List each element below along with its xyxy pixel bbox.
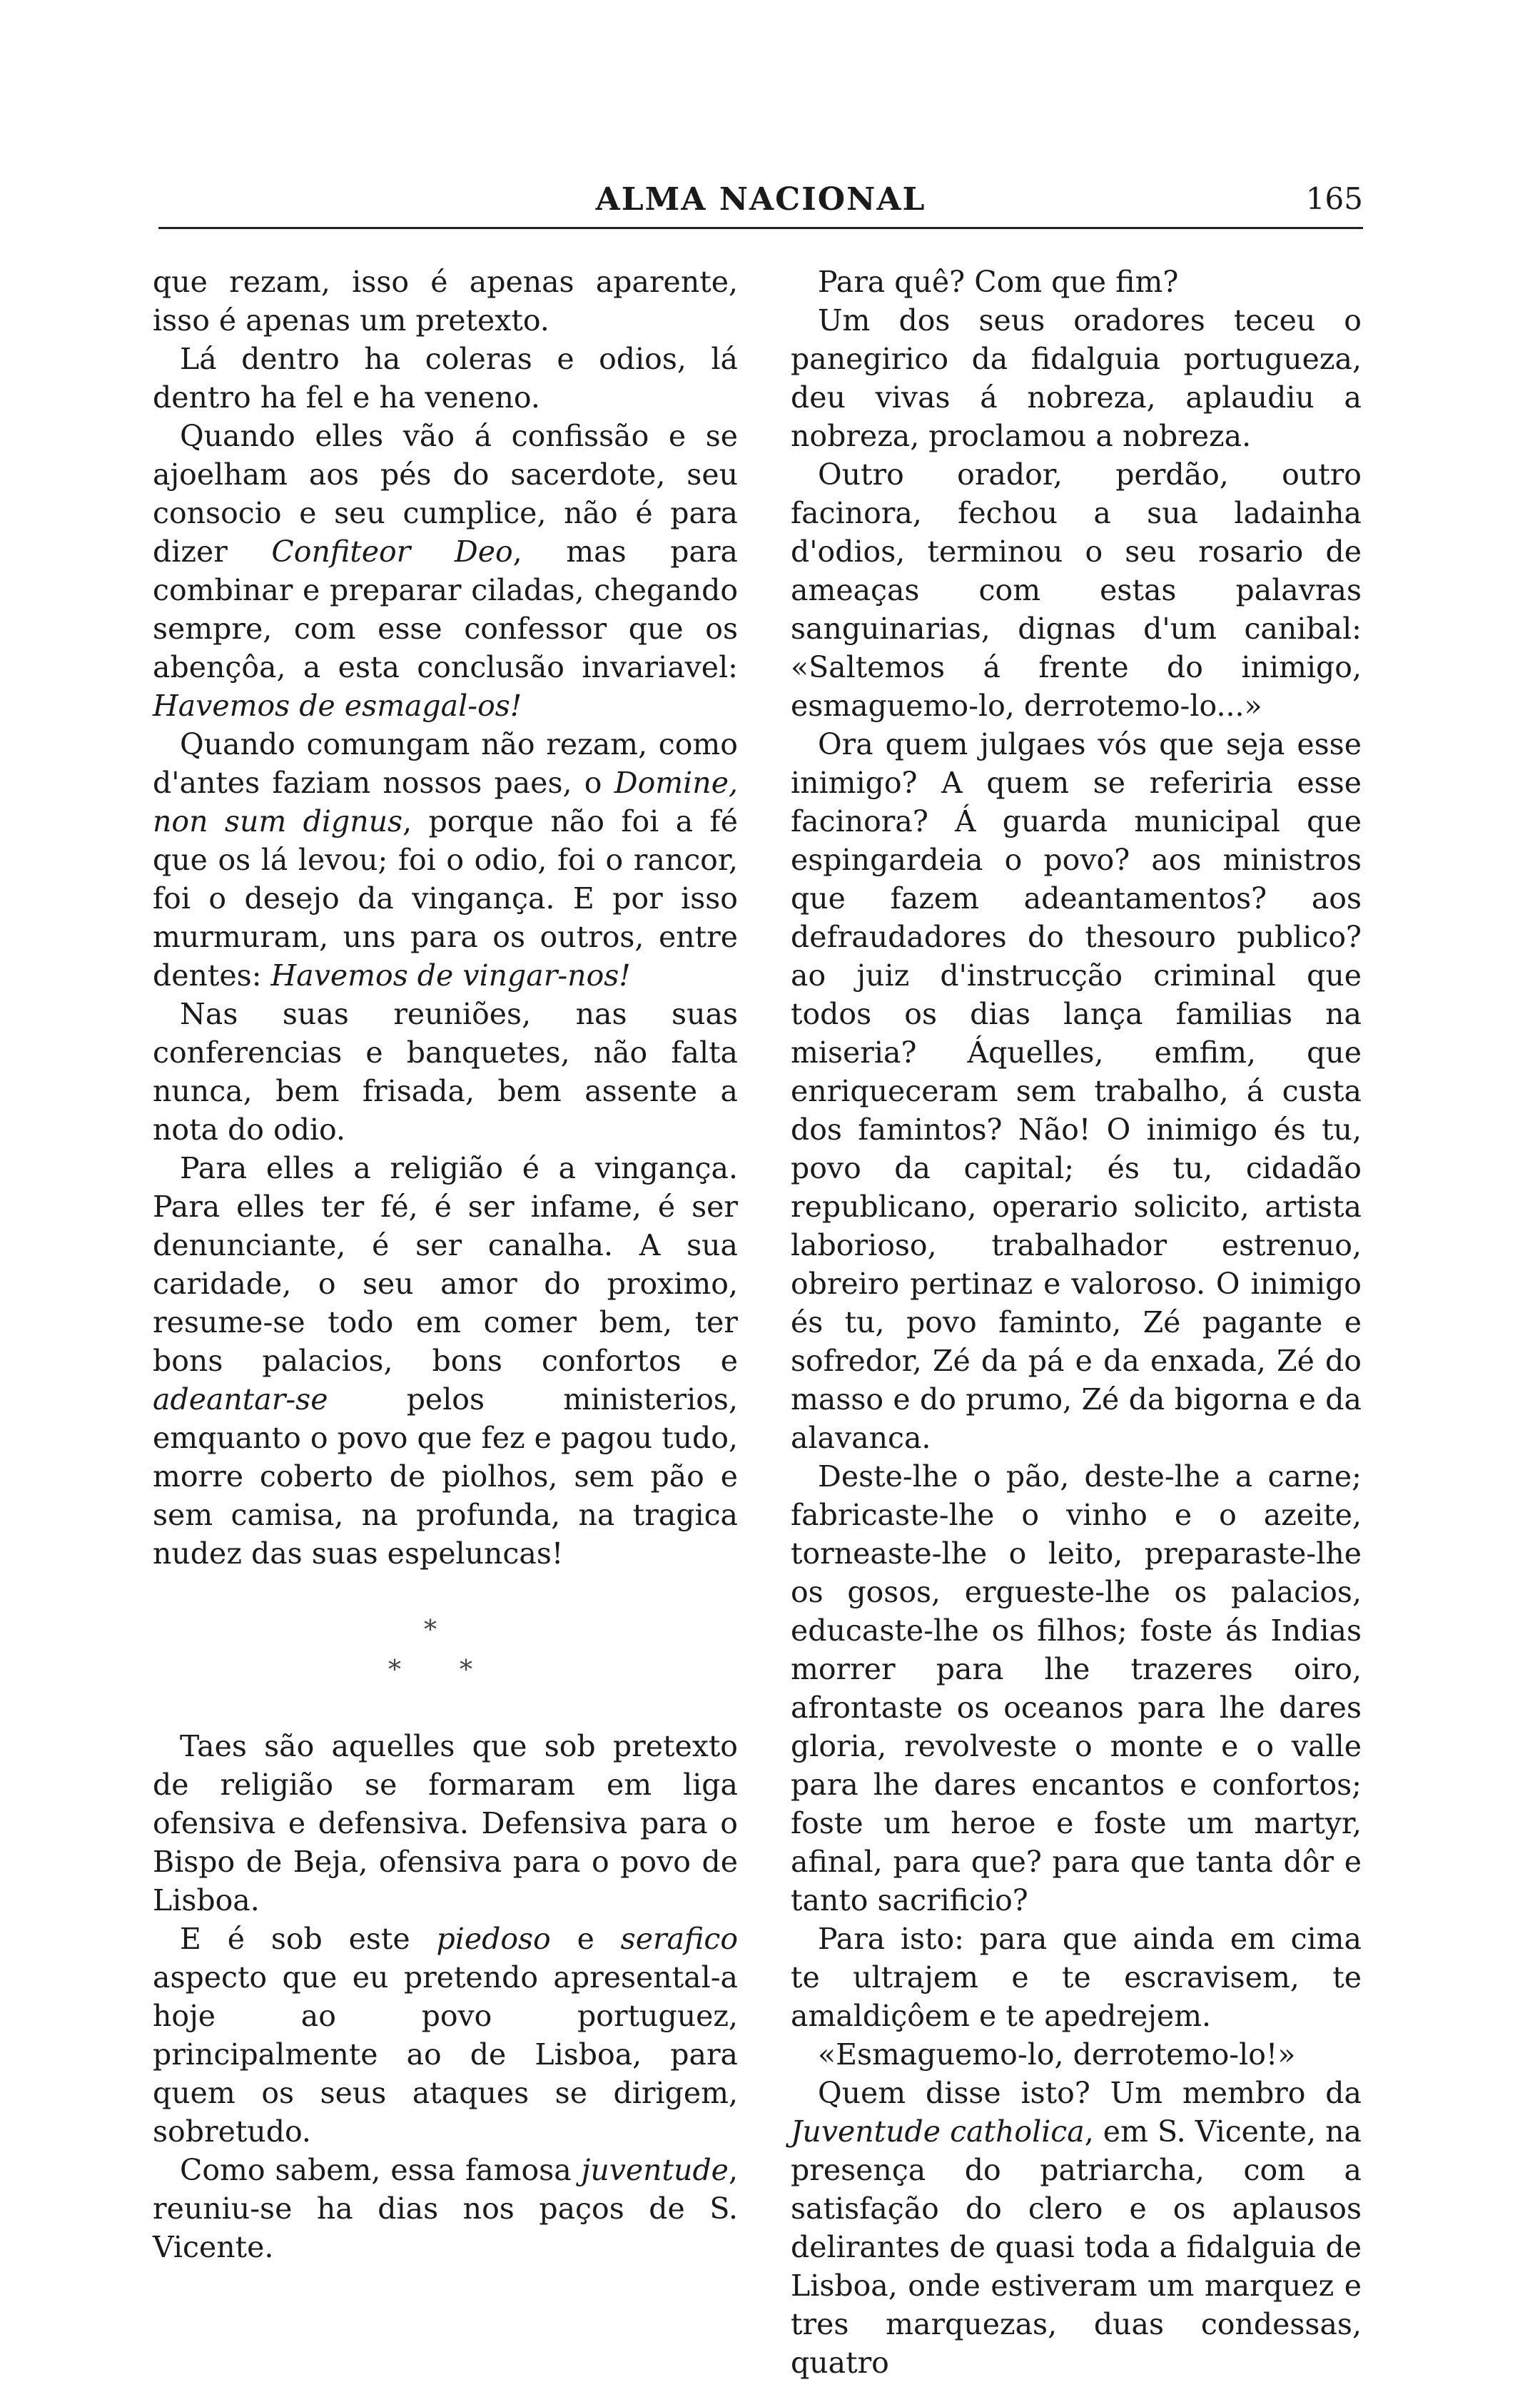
- emphasis-phrase: Havemos de esmagal-os!: [153, 689, 522, 723]
- paragraph: Nas suas reuniões, nas suas conferencias e banquetes, não falta nunca, bem frisada, bem assente a nota do odio.: [153, 997, 738, 1147]
- emphasis-word: juventude: [581, 2153, 729, 2187]
- emphasis-word: serafico: [620, 1922, 738, 1956]
- asterisk: *: [388, 1656, 401, 1685]
- paragraph: Deste-lhe o pão, deste-lhe a carne; fabricaste-lhe o vinho e o azeite, torneaste-lhe o leito, preparaste-lhe os gosos, ergueste-lhe os palacios, educaste-lhe os filhos; foste ás Indias morrer para lhe trazeres oiro, afrontaste os oceanos para lhe dares gloria, revolveste o monte e o valle para lhe dares encantos e confortos; foste um heroe e foste um martyr, afinal, para que? para que tanta dôr e tanto sacrificio?: [791, 1459, 1362, 1917]
- section-separator: [153, 1611, 738, 1688]
- emphasis-phrase: Havemos de vingar-nos!: [270, 958, 631, 993]
- paragraph: E é sob este piedoso e serafico aspecto que eu pretendo apresental-a hoje ao povo portuguez, principalmente ao de Lisboa, para quem os seus ataques se dirigem, sobretudo.: [153, 1922, 738, 2149]
- latin-phrase: Domine, non sum dignus: [153, 766, 738, 838]
- latin-phrase: Confiteor Deo: [271, 534, 513, 569]
- paragraph: Lá dentro ha coleras e odios, lá dentro ha fel e ha veneno.: [153, 342, 738, 415]
- paragraph: Outro orador, perdão, outro facinora, fechou a sua ladainha d'odios, terminou o seu rosario de ameaças com estas palavras sanguinarias, dignas d'um canibal: «Saltemos á frente do inimigo, esmaguemo-lo, derrotemo-lo...»: [791, 457, 1362, 723]
- paragraph: Para isto: para que ainda em cima te ultrajem e te escravisem, te amaldiçôem e te apedrejem.: [791, 1922, 1362, 2033]
- emphasis-phrase: Juventude catholica: [791, 2114, 1085, 2149]
- right-column: [791, 263, 1362, 2382]
- left-column: [153, 263, 738, 2266]
- emphasis-phrase: adeantar-se: [153, 1382, 328, 1416]
- paragraph: Como sabem, essa famosa juventude, reuniu-se ha dias nos paços de S. Vicente.: [153, 2153, 738, 2264]
- emphasis-word: piedoso: [436, 1922, 551, 1956]
- asterisk: *: [460, 1656, 472, 1685]
- paragraph: Quando elles vão á confissão e se ajoelham aos pés do sacerdote, seu consocio e seu cumplice, não é para dizer Confiteor Deo, mas para combinar e preparar ciladas, chegando sempre, com esse confessor que os abençôa, a esta conclusão invariavel: Havemos de esmagal-os!: [153, 419, 738, 723]
- paragraph: Quem disse isto? Um membro da Juventude catholica, em S. Vicente, na presença do patriarcha, com a satisfação do clero e os aplausos delirantes de quasi toda a fidalguia de Lisboa, onde estiveram um marquez e tres marquezas, duas condessas, quatro: [791, 2076, 1362, 2380]
- paragraph: Ora quem julgaes vós que seja esse inimigo? A quem se referiria esse facinora? Á guarda municipal que espingardeia o povo? aos ministros que fazem adeantamentos? aos defraudadores do thesouro publico? ao juiz d'instrucção criminal que todos os dias lança familias na miseria? Áquelles, emfim, que enriqueceram sem trabalho, á custa dos famintos? Não! O inimigo és tu, povo da capital; és tu, cidadão republicano, operario solicito, artista laborioso, trabalhador estrenuo, obreiro pertinaz e valoroso. O inimigo és tu, povo faminto, Zé pagante e sofredor, Zé da pá e da enxada, Zé do masso e do prumo, Zé da bigorna e da alavanca.: [791, 727, 1362, 1455]
- paragraph: Para elles a religião é a vingança. Para elles ter fé, é ser infame, é ser denunciante, é ser canalha. A sua caridade, o seu amor do proximo, resume-se todo em comer bem, ter bons palacios, bons confortos e adeantar-se pelos ministerios, emquanto o povo que fez e pagou tudo, morre coberto de piolhos, sem pão e sem camisa, na profunda, na tragica nudez das suas espeluncas!: [153, 1151, 738, 1571]
- paragraph: Um dos seus oradores teceu o panegirico da fidalguia portugueza, deu vivas á nobreza, aplaudiu a nobreza, proclamou a nobreza.: [791, 303, 1362, 453]
- paragraph: Quando comungam não rezam, como d'antes faziam nossos paes, o Domine, non sum dignus, porque não foi a fé que os lá levou; foi o odio, foi o rancor, foi o desejo da vingança. E por isso murmuram, uns para os outros, entre dentes: Havemos de vingar-nos!: [153, 727, 738, 993]
- paragraph: Para quê? Com que fim?: [818, 265, 1179, 299]
- running-header: [158, 177, 1363, 229]
- journal-title: ALMA NACIONAL: [595, 181, 926, 218]
- quotation: «Esmaguemo-lo, derrotemo-lo!»: [818, 2037, 1296, 2072]
- paragraph: que rezam, isso é apenas aparente, isso é apenas um pretexto.: [153, 265, 738, 338]
- asterisk: *: [424, 1616, 437, 1645]
- paragraph: Taes são aquelles que sob pretexto de religião se formaram em liga ofensiva e defensiva. Defensiva para o Bispo de Beja, ofensiva para o povo de Lisboa.: [153, 1729, 738, 1917]
- page-number: 165: [1305, 181, 1363, 216]
